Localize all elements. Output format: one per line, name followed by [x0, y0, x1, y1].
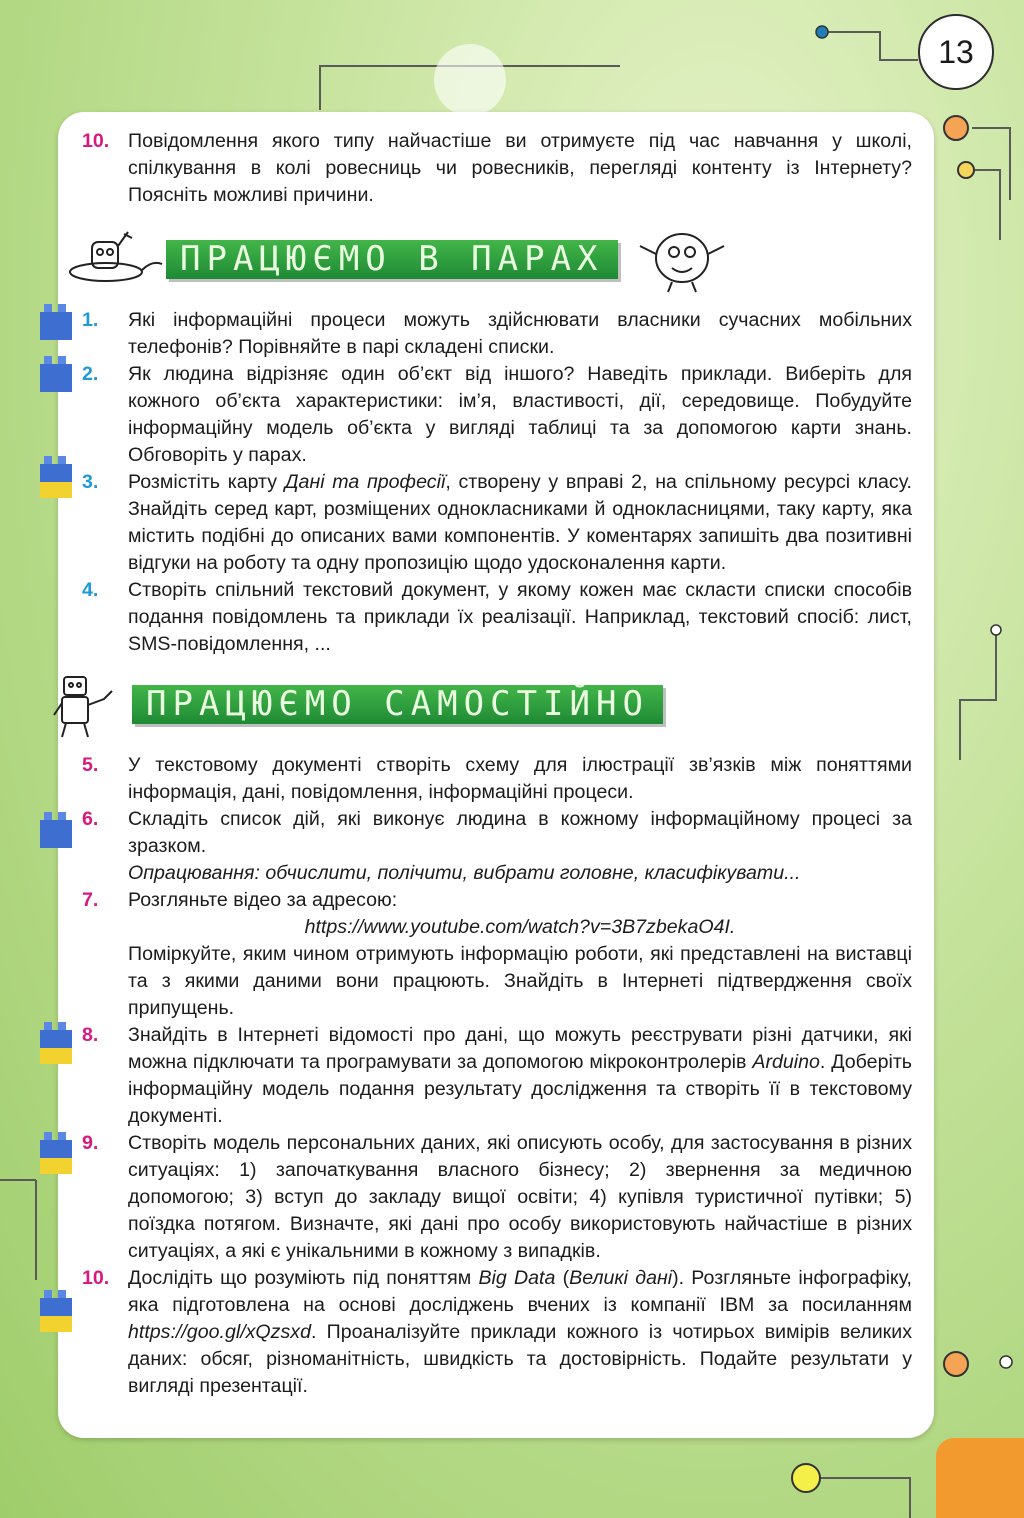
- robot-icon: [52, 669, 132, 739]
- list-item: [82, 307, 912, 361]
- item-text-italic: Arduino: [752, 1051, 820, 1073]
- item-text: ). Розгляньте інфографіку, яка підготовлена на основі досліджень вчених із компанії IBM за посиланням: [128, 1267, 912, 1316]
- item-text: У текстовому документі створіть схему для ілюстрації зв’язків між поняттями інформація, дані, повідомлення, інформаційні процеси.: [128, 754, 912, 803]
- item-text: . Проаналізуйте приклади кожного із чотирьох вимірів великих даних: обсяг, різноманітність, швидкість та достовірність. Подайте результати у вигляді презентації.: [128, 1321, 912, 1397]
- list-item: [82, 887, 912, 1022]
- item-number: 7.: [82, 889, 99, 911]
- item-text: Розгляньте відео за адресою:: [128, 889, 398, 911]
- item-text: Створіть модель персональних даних, які описують особу, для застосування в різних ситуаціях: 1) започаткування власного бізнесу; 2) звернення за медичною допомогою; 3) вступ до закладу вищої освіти; 4) купівля туристичної путівки; 5) поїздка потягом. Визначте, які дані про особу використовують найчастіше в різних ситуаціях, а які є унікальними в кожному з випадків.: [128, 1132, 912, 1262]
- item-number: 1.: [82, 309, 99, 331]
- item-text: Повідомлення якого типу найчастіше ви отримуєте під час навчання у школі, спілкування в колі ровесниць чи ровесників, перегляді контенту із Інтернету? Поясніть можливі причини.: [128, 130, 912, 206]
- item-text: . Доберіть інформаційну модель подання результату дослідження та створіть її в текстовому документі.: [128, 1051, 913, 1127]
- lego-blue-icon: [38, 806, 74, 854]
- monster-icon: [632, 224, 732, 294]
- item-text-italic: Big Data: [478, 1267, 556, 1289]
- lego-blue-yellow-icon: [38, 1128, 74, 1176]
- item-number: 2.: [82, 363, 99, 385]
- item-number: 8.: [82, 1024, 99, 1046]
- item-number: 10.: [82, 1267, 110, 1289]
- list-item: [82, 361, 912, 469]
- pairs-banner: ПРАЦЮЄМО В ПАРАХ: [166, 240, 618, 279]
- video-link[interactable]: https://www.youtube.com/watch?v=3B7zbekaO4I.: [304, 916, 736, 938]
- list-item: [82, 1130, 912, 1265]
- lego-blue-yellow-icon: [38, 1018, 74, 1066]
- list-item: [82, 806, 912, 887]
- ibm-link[interactable]: https://goo.gl/xQzsxd: [128, 1321, 311, 1343]
- item-text: Дослідіть що розуміють під поняттям: [128, 1267, 479, 1289]
- list-item: [82, 128, 912, 209]
- item-number: 3.: [82, 471, 99, 493]
- list-item: [82, 1265, 912, 1400]
- item-text: Складіть список дій, які виконує людина в кожному інформаційному процесі за зразком.: [128, 808, 912, 857]
- lego-blue-yellow-icon: [38, 1286, 74, 1334]
- item-text-italic: Великі дані: [569, 1267, 673, 1289]
- lego-blue-icon: [38, 350, 74, 398]
- item-text: Розмістіть карту: [128, 471, 285, 493]
- example-text: : обчислити, полічити, вибрати головне, класифікувати...: [254, 862, 801, 884]
- list-item: [82, 752, 912, 806]
- lego-blue-icon: [38, 298, 74, 346]
- list-item: [82, 469, 912, 577]
- item-text: (: [555, 1267, 570, 1289]
- robot-ufo-icon: [66, 224, 166, 294]
- item-number: 9.: [82, 1132, 99, 1154]
- item-number: 5.: [82, 754, 99, 776]
- page-number: 13: [918, 14, 994, 90]
- list-item: [82, 1022, 912, 1130]
- item-text: Як людина відрізняє один об’єкт від іншого? Наведіть приклади. Виберіть для кожного об’єкта характеристики: ім’я, властивості, дії, середовище. Побудуйте інформаційну модель об’єкта у вигляді таблиці та за допомогою карти знань. Обговоріть у парах.: [128, 363, 912, 466]
- item-text: Поміркуйте, яким чином отримують інформацію роботи, які представлені на виставці та з якими даними вони працюють. Знайдіть в Інтернеті підтвердження своїх припущень.: [128, 943, 912, 1019]
- item-text-italic: Дані та професії: [284, 471, 446, 493]
- self-header: [52, 664, 912, 744]
- item-text: Створіть спільний текстовий документ, у якому кожен має скласти списки способів подання повідомлень та приклади їх реалізації. Наприклад, текстовий спосіб: лист, SMS-повідомлення, ...: [128, 579, 912, 655]
- task-list: [82, 128, 912, 1400]
- item-text: Знайдіть в Інтернеті відомості про дані, що можуть реєструвати різні датчики, які можна підключати та програмувати за допомогою мікроконтролерів: [128, 1024, 912, 1073]
- item-text: , створену у вправі 2, на спільному ресурсі класу. Знайдіть серед карт, розміщених однокласниками й однокласницями, таку карту, яка містить подібні до описаних вами компонентів. У коментарях запишіть два позитивні відгуки на роботу та одну пропозицію щодо удосконалення карти.: [128, 471, 913, 574]
- item-text: Які інформаційні процеси можуть здійснювати власники сучасних мобільних телефонів? Порівняйте в парі складені списки.: [128, 309, 912, 358]
- lego-blue-yellow-icon: [38, 452, 74, 500]
- example-label: Опрацювання: [128, 862, 255, 884]
- self-banner: ПРАЦЮЄМО САМОСТІЙНО: [132, 685, 663, 724]
- item-number: 6.: [82, 808, 99, 830]
- list-item: [82, 577, 912, 658]
- pairs-header: [66, 219, 912, 299]
- item-number: 4.: [82, 579, 99, 601]
- item-number: 10.: [82, 130, 110, 152]
- corner-tab: [936, 1438, 1024, 1518]
